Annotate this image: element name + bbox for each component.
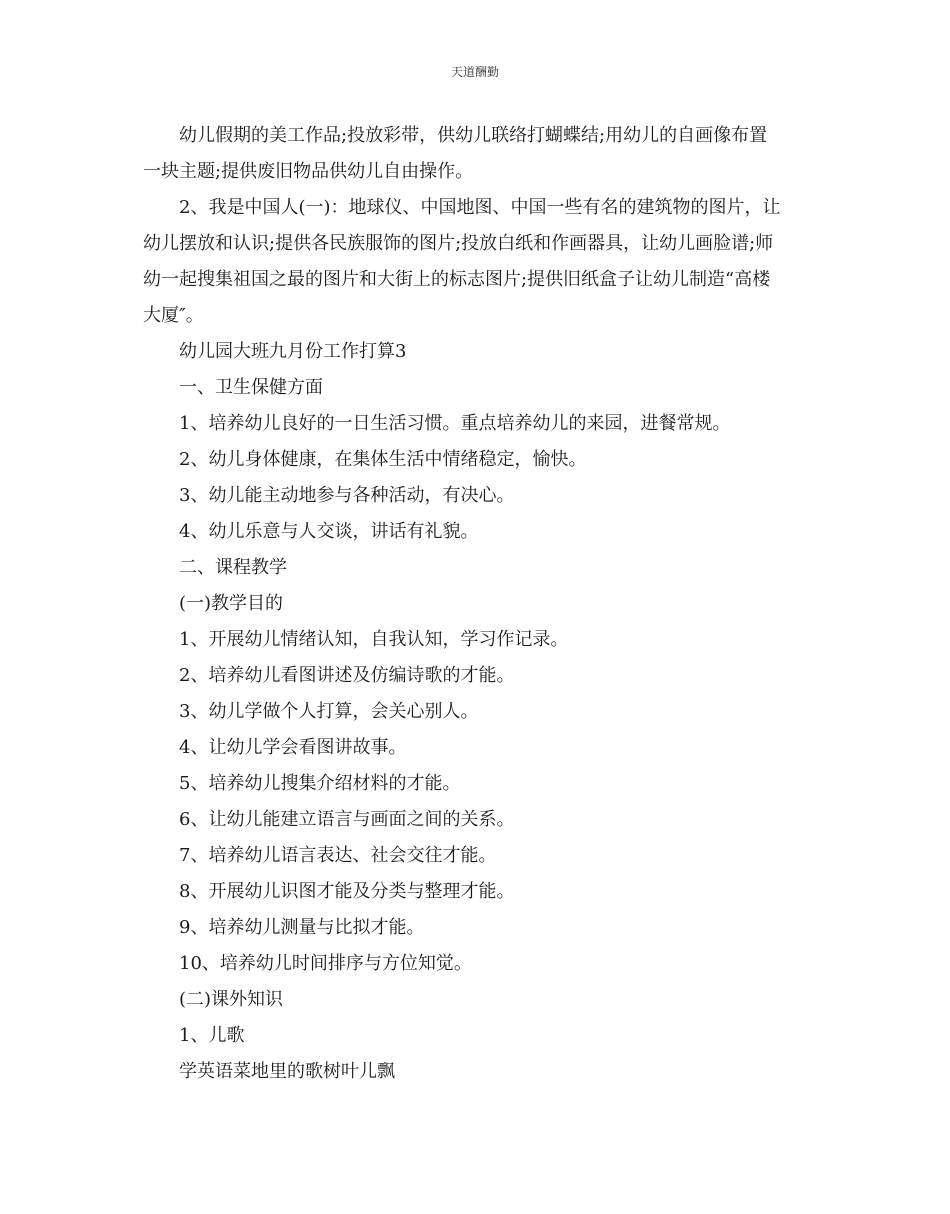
section-heading: 二、课程教学 [179,557,287,578]
list-item: 5、培养幼儿搜集介绍材料的才能。 [179,773,461,794]
paragraph-line: 一块主题;提供废旧物品供幼儿自由操作。 [143,161,474,182]
list-item: 3、幼儿学做个人打算，会关心别人。 [179,701,479,722]
subsection-heading: (一)教学目的 [179,593,284,614]
list-item: 1、开展幼儿情绪认知，自我认知，学习作记录。 [179,629,569,650]
list-item: 4、幼儿乐意与人交谈，讲话有礼貌。 [179,521,479,542]
list-item: 9、培养幼儿测量与比拟才能。 [179,917,425,938]
page-header: 天道酬勤 [450,65,499,79]
list-item: 10、培养幼儿时间排序与方位知觉。 [179,953,472,974]
list-item: 1、培养幼儿良好的一日生活习惯。重点培养幼儿的来园，进餐常规。 [179,413,731,434]
list-item: 6、让幼儿能建立语言与画面之间的关系。 [179,809,515,830]
section-title: 幼儿园大班九月份工作打算3 [179,341,407,362]
list-item: 1、儿歌 [179,1025,245,1046]
paragraph-line: 幼儿摆放和认识;提供各民族服饰的图片;投放白纸和作画器具，让幼儿画脸谱;师 [143,233,774,254]
paragraph-line: 学英语菜地里的歌树叶儿飘 [179,1061,395,1082]
paragraph-line: 幼儿假期的美工作品;投放彩带，供幼儿联络打蝴蝶结;用幼儿的自画像布置 [179,125,768,146]
list-item: 4、让幼儿学会看图讲故事。 [179,737,407,758]
list-item: 3、幼儿能主动地参与各种活动，有决心。 [179,485,515,506]
subsection-heading: (二)课外知识 [179,989,284,1010]
paragraph-line: 2、我是中国人(一)：地球仪、中国地图、中国一些有名的建筑物的图片，让 [179,197,781,218]
paragraph-line: 幼一起搜集祖国之最的图片和大街上的标志图片;提供旧纸盒子让幼儿制造“高楼 [143,269,771,290]
list-item: 2、培养幼儿看图讲述及仿编诗歌的才能。 [179,665,515,686]
list-item: 2、幼儿身体健康，在集体生活中情绪稳定，愉快。 [179,449,587,470]
section-heading: 一、卫生保健方面 [179,377,323,398]
list-item: 7、培养幼儿语言表达、社会交往才能。 [179,845,497,866]
document-body [143,118,807,1090]
paragraph-line: 大厦″。 [143,305,204,326]
list-item: 8、开展幼儿识图才能及分类与整理才能。 [179,881,515,902]
